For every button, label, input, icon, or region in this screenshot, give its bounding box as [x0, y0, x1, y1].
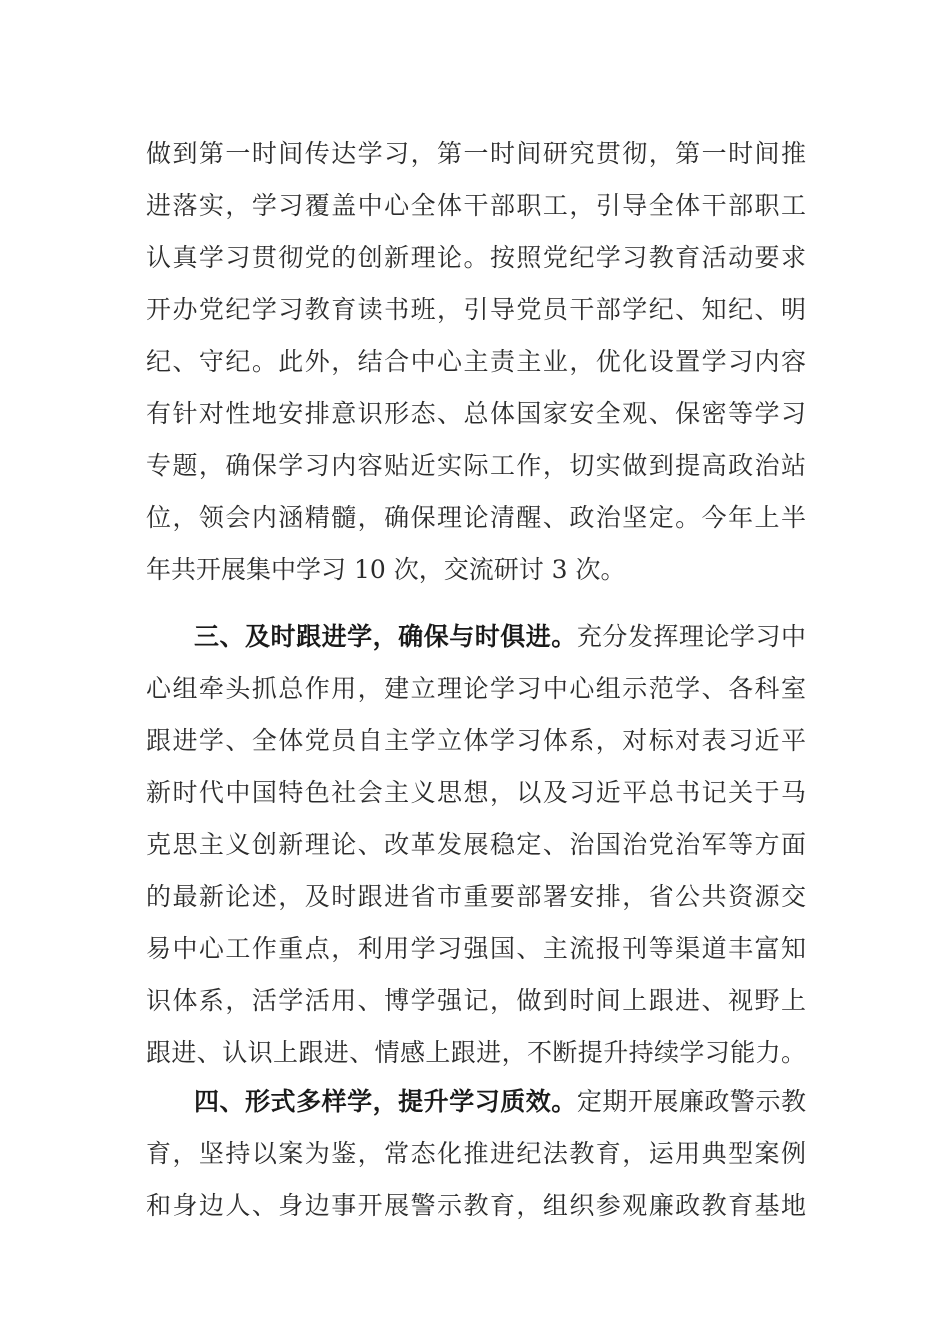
paragraph-2 — [146, 611, 806, 1079]
paragraph-text: 充分发挥理论学习中 — [576, 622, 806, 651]
text-line: 开办党纪学习教育读书班，引导党员干部学纪、知纪、明 — [146, 295, 806, 324]
paragraph-3 — [146, 1076, 806, 1232]
text-line: 克思主义创新理论、改革发展稳定、治国治党治军等方面 — [146, 830, 806, 859]
text-line: 年共开展集中学习 10 次，交流研讨 3 次。 — [146, 555, 626, 584]
text-line: 和身边人、身边事开展警示教育，组织参观廉政教育基地 — [146, 1191, 806, 1220]
text-line: 易中心工作重点，利用学习强国、主流报刊等渠道丰富知 — [146, 934, 806, 963]
paragraph-text: 定期开展廉政警示教 — [576, 1087, 806, 1116]
text-line: 专题，确保学习内容贴近实际工作，切实做到提高政治站 — [146, 451, 806, 480]
text-line: 的最新论述，及时跟进省市重要部署安排，省公共资源交 — [146, 882, 806, 911]
text-line: 有针对性地安排意识形态、总体国家安全观、保密等学习 — [146, 399, 806, 428]
section-heading: 四、形式多样学，提升学习质效。 — [194, 1087, 577, 1116]
text-line: 位，领会内涵精髓，确保理论清醒、政治坚定。今年上半 — [146, 503, 806, 532]
text-line: 心组牵头抓总作用，建立理论学习中心组示范学、各科室 — [146, 674, 806, 703]
paragraph-1 — [146, 128, 806, 596]
text-line: 新时代中国特色社会主义思想，以及习近平总书记关于马 — [146, 778, 806, 807]
text-line: 进落实，学习覆盖中心全体干部职工，引导全体干部职工 — [146, 191, 806, 220]
text-line: 跟进学、全体党员自主学立体学习体系，对标对表习近平 — [146, 726, 806, 755]
text-line: 认真学习贯彻党的创新理论。按照党纪学习教育活动要求 — [146, 243, 806, 272]
section-heading: 三、及时跟进学，确保与时俱进。 — [194, 622, 577, 651]
text-line: 识体系，活学活用、博学强记，做到时间上跟进、视野上 — [146, 986, 806, 1015]
text-line: 育，坚持以案为鉴，常态化推进纪法教育，运用典型案例 — [146, 1139, 806, 1168]
text-line: 做到第一时间传达学习，第一时间研究贯彻，第一时间推 — [146, 139, 806, 168]
paragraph-first-line — [146, 611, 806, 663]
text-line: 跟进、认识上跟进、情感上跟进，不断提升持续学习能力。 — [146, 1038, 806, 1067]
text-line: 纪、守纪。此外，结合中心主责主业，优化设置学习内容 — [146, 347, 806, 376]
paragraph-first-line — [146, 1076, 806, 1128]
